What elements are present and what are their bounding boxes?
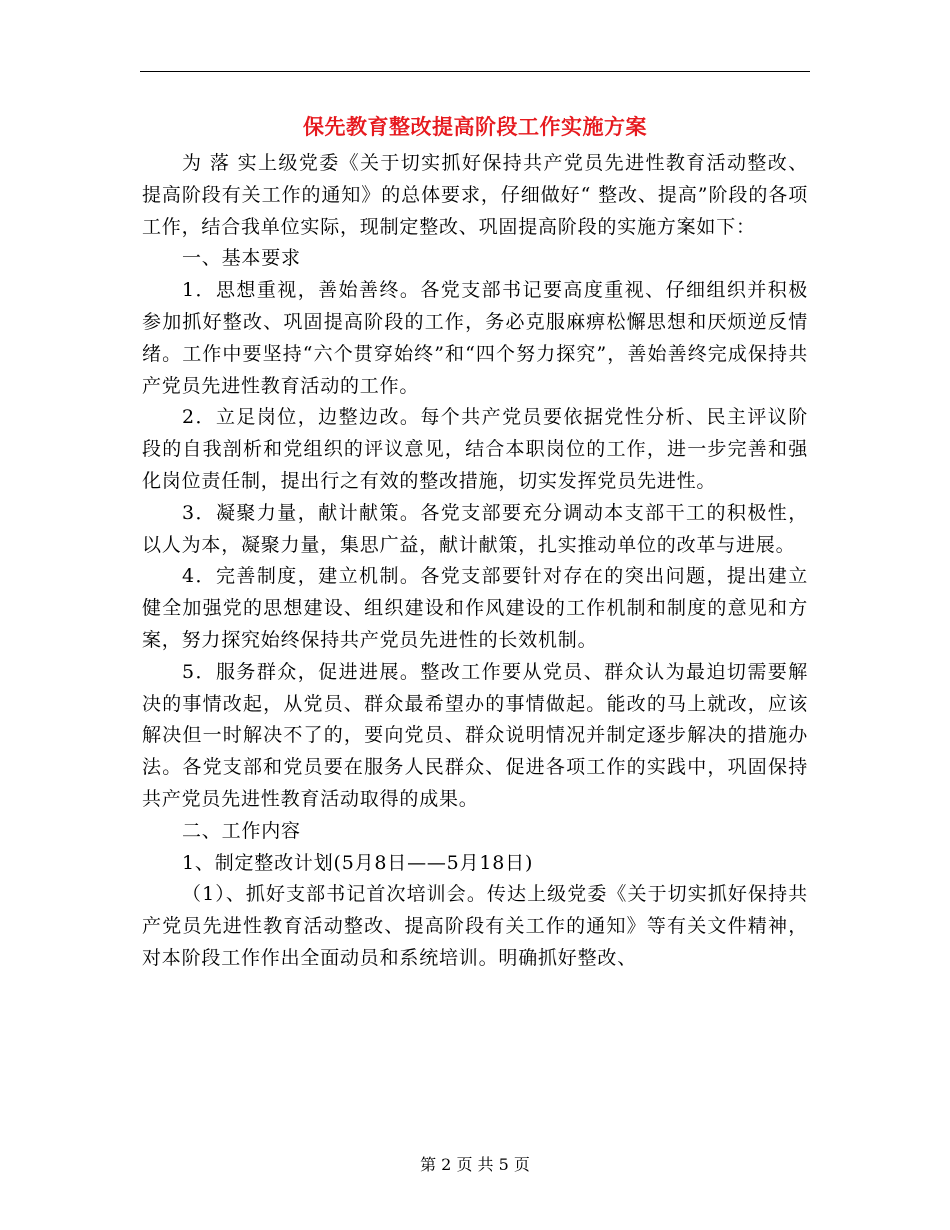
header-rule [140,71,810,72]
document-title: 保先教育整改提高阶段工作实施方案 [303,114,647,139]
paragraph-item-4: 4．完善制度，建立机制。各党支部要针对存在的突出问题，提出建立健全加强党的思想建设、组织建设和作风建设的工作机制和制度的意见和方案，努力探究始终保持共产党员先进性的长效机制。 [142,565,808,651]
paragraph-item-1: 1．思想重视，善始善终。各党支部书记要高度重视、仔细组织并积极参加抓好整改、巩固提高阶段的工作，务必克服麻痹松懈思想和厌烦逆反情绪。工作中要坚持“六个贯穿始终”和“四个努力探究”，善始善终完成保持共产党员先进性教育活动的工作。 [142,279,808,397]
section-heading-basic-requirements: 一、基本要求 [182,247,301,270]
paragraph-item-3: 3．凝聚力量，献计献策。各党支部要充分调动本支部干工的积极性，以人为本，凝聚力量，集思广益，献计献策，扎实推动单位的改革与进展。 [142,501,808,556]
paragraph-item-2: 2．立足岗位，边整边改。每个共产党员要依据党性分析、民主评议阶段的自我剖析和党组织的评议意见，结合本职岗位的工作，进一步完善和强化岗位责任制，提出行之有效的整改措施，切实发挥党员先进性。 [142,406,808,492]
section-heading-work-content: 二、工作内容 [182,819,301,842]
paragraph-intro: 为 落 实上级党委《关于切实抓好保持共产党员先进性教育活动整改、提高阶段有关工作的通知》的总体要求，仔细做好“ 整改、提高”阶段的各项工作，结合我单位实际，现制定整改、巩固提高阶段的实施方案如下： [142,152,808,238]
paragraph-sub-item-1: （1）、抓好支部书记首次培训会。传达上级党委《关于切实抓好保持共产党员先进性教育活动整改、提高阶段有关工作的通知》等有关文件精神，对本阶段工作作出全面动员和系统培训。明确抓好整改、 [142,883,808,969]
subheading-rectification-plan: 1、制定整改计划(5月8日——5月18日) [182,851,534,874]
document-body [142,148,808,975]
page-number-footer: 第 2 页 共 5 页 [420,1155,530,1174]
paragraph-item-5: 5．服务群众，促进进展。整改工作要从党员、群众认为最迫切需要解决的事情改起，从党员、群众最希望办的事情做起。能改的马上就改，应该解决但一时解决不了的，要向党员、群众说明情况并制定逐步解决的措施办法。各党支部和党员要在服务人民群众、促进各项工作的实践中，巩固保持共产党员先进性教育活动取得的成果。 [142,660,808,810]
